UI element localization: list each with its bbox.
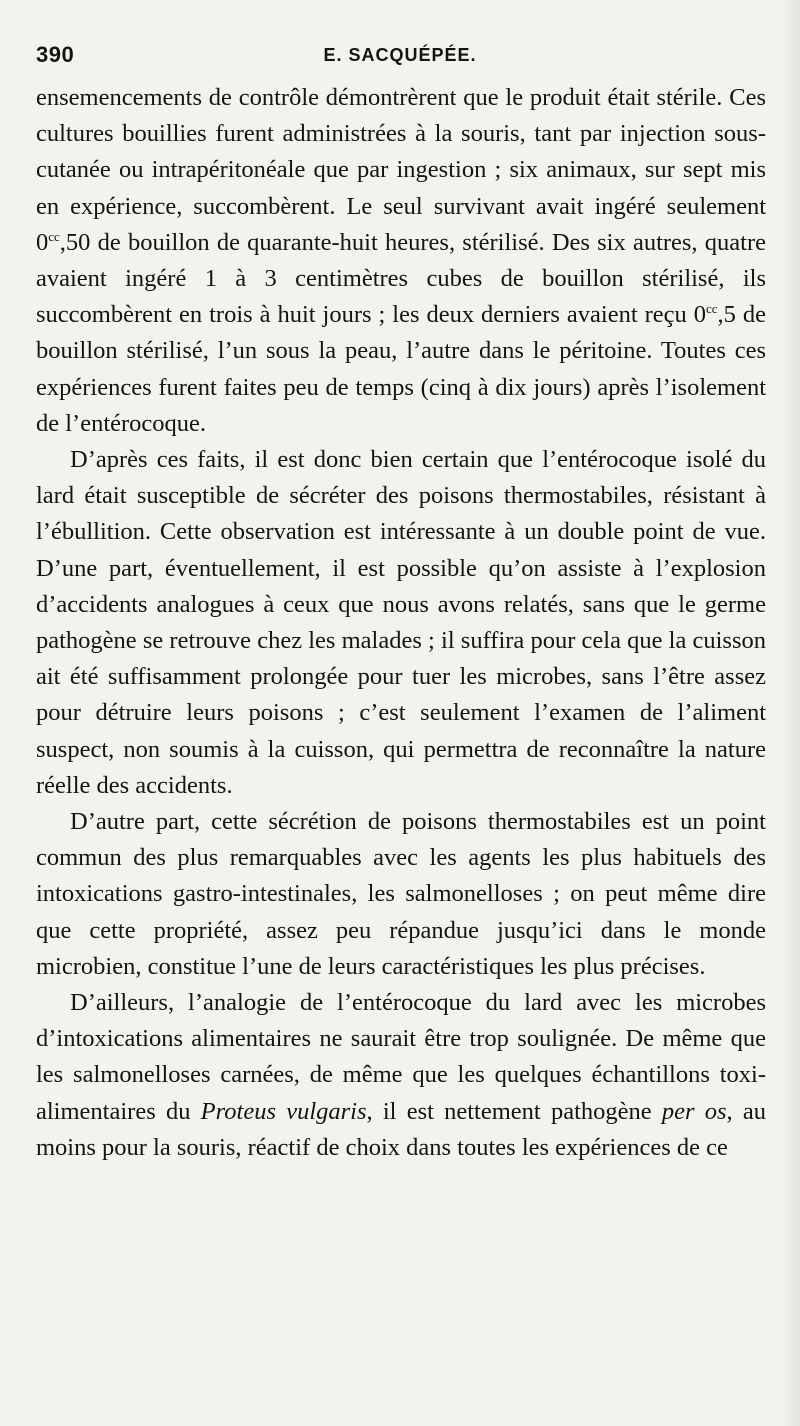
paragraph-4 <box>36 985 766 1166</box>
paragraph-2 <box>36 442 766 804</box>
text-run: D’après ces faits, il est donc bien certain que l’entérocoque isolé du lard était susceptible de sécréter des poisons thermostabiles, résistant à l’ébullition. Cette observation est intéressante à un double point de vue. D’une part, éventuellement, il est possible qu’on assiste à l’explosion d’accidents analogues à ceux que nous avons relatés, sans que le germe pathogène se retrouve chez les malades ; il suffira pour cela que la cuisson ait été suffisamment prolongée pour tuer les microbes, sans l’être assez pour détruire leurs poisons ; c’est seulement l’examen de l’aliment suspect, non soumis à la cuisson, qui permettra de reconnaître la nature réelle des accidents. <box>36 446 766 799</box>
italic-term: Proteus vulgaris <box>200 1097 367 1125</box>
text-run: ,50 de bouillon de quarante-huit heures, stérilisé. Des six autres, quatre avaient ingéré 1 à 3 centimètres cubes de bouillon stérilisé, ils succombèrent en trois à huit jours ; les deux derniers avaient reçu 0 <box>36 228 766 329</box>
page-header <box>36 42 764 76</box>
paragraph-1 <box>36 80 766 442</box>
page-number: 390 <box>36 42 75 67</box>
text-run: ,5 de bouillon stérilisé, l’un sous la peau, l’autre dans le péritoine. Toutes ces expériences furent faites peu de temps (cinq à dix jours) après l’isolement de l’entérocoque. <box>36 301 767 437</box>
superscript-unit: cc <box>48 228 60 244</box>
text-run: D’ailleurs, l’analogie de l’entérocoque du lard avec les microbes d’intoxications alimentaires ne saurait être trop soulignée. De même que les salmonelloses carnées, de même que les quelques échantillons toxi-alimentaires du <box>36 989 766 1125</box>
superscript-unit: cc <box>706 301 718 317</box>
text-run: , il est nettement pathogène <box>366 1097 662 1125</box>
text-run: , au moins pour la souris, réactif de choix dans toutes les expériences de ce <box>36 1097 767 1161</box>
paragraph-3 <box>36 804 766 985</box>
text-run: D’autre part, cette sécrétion de poisons thermostabiles est un point commun des plus remarquables avec les agents les plus habituels des intoxications gastro-intestinales, les salmonelloses ; on peut même dire que cette propriété, assez peu répandue jusqu’ici dans le monde microbien, constitue l’une de leurs caractéristiques les plus précises. <box>36 808 766 980</box>
body-text <box>36 80 766 1166</box>
text-run: ensemencements de contrôle démontrèrent que le produit était stérile. Ces cultures bouillies furent administrées à la souris, tant par injection sous-cutanée ou intrapéritonéale que par ingestion ; six animaux, sur sept mis en expérience, succombèrent. Le seul survivant avait ingéré seulement 0 <box>36 84 766 256</box>
italic-term: per os <box>661 1097 727 1125</box>
running-head: E. SACQUÉPÉE. <box>323 45 477 65</box>
page-edge-shadow <box>782 0 800 1426</box>
